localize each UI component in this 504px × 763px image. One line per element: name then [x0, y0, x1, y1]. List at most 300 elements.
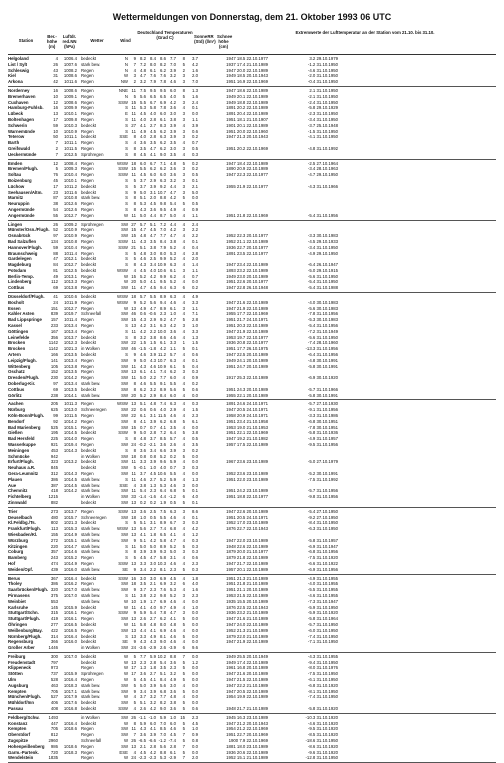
- cell-extreme-max: 1947 18.5 22.10.1977: [226, 56, 268, 61]
- cell-precip: 0.1: [192, 177, 198, 183]
- cell-wind-dir: N: [124, 93, 128, 99]
- cell-temp-max: 4.0: [160, 465, 166, 471]
- cell-temp-2: 4.1: [150, 726, 156, 732]
- cell-precip: 8.6: [192, 508, 198, 514]
- cell-sun: 3: [182, 465, 185, 471]
- cell-pressure: 1017.1: [63, 688, 77, 694]
- cell-temp-max: 6.1: [160, 116, 166, 122]
- cell-sun: 3: [182, 369, 185, 375]
- cell-temp-min: 5.5: [170, 470, 176, 476]
- cell-pressure: 1011.2: [64, 183, 77, 189]
- cell-wind-dir: S: [125, 549, 128, 555]
- cell-precip: 2.3: [192, 714, 198, 720]
- cell-precip: 0.0: [192, 688, 198, 694]
- cell-temp: 3.6: [140, 140, 146, 146]
- cell-temp-2: 2.2: [150, 328, 156, 334]
- cell-temp: 4.7: [140, 227, 146, 233]
- cell-temp-min: 2.9: [170, 407, 176, 413]
- cell-wind-dir: S: [125, 436, 128, 442]
- cell-station: Angermünde: [8, 212, 35, 218]
- cell-sun: 4: [182, 682, 185, 688]
- cell-station: Schmücke: [8, 453, 30, 459]
- cell-temp-max: 9.6: [160, 459, 166, 465]
- cell-temp-min: 6.0: [170, 720, 176, 726]
- cell-temp-min: 0.5: [170, 499, 176, 505]
- cell-precip: 2.8: [192, 317, 198, 323]
- cell-pressure: 1012.5: [63, 151, 77, 157]
- cell-temp-max: 5.5: [160, 514, 166, 520]
- cell-pressure: 1019.7: [63, 311, 77, 317]
- cell-temp-max: 6.5: [160, 93, 166, 99]
- cell-station: Wiesbaden/Kl.: [8, 531, 38, 537]
- cell-height: 52: [53, 227, 58, 233]
- cell-wind-dir: W: [123, 212, 128, 218]
- cell-sun: 4: [182, 140, 185, 146]
- cell-temp: 7.7: [140, 653, 146, 659]
- cell-temp-max: 6.9: [160, 575, 166, 581]
- cell-wind-speed: 11: [131, 592, 136, 598]
- cell-temp-min: 4.7: [170, 610, 176, 616]
- cell-temp-2: 4.7: [150, 233, 156, 239]
- cell-sun: 4: [182, 531, 185, 537]
- cell-extreme-min: -5.7 31.10.1966: [307, 386, 338, 392]
- cell-pressure: 1016.2: [63, 581, 77, 587]
- cell-temp-min: 4.6: [170, 299, 176, 305]
- cell-pressure: 1008.6: [63, 87, 77, 93]
- cell-weather: bedeckt: [81, 267, 97, 273]
- cell-temp-min: 6.2: [170, 273, 176, 279]
- cell-temp: 5.7: [140, 294, 146, 300]
- cell-temp: 5.1: [140, 244, 146, 250]
- cell-temp-max: 10.6: [157, 267, 166, 273]
- cell-extreme-max: 1949 24.1 20.10.1989: [226, 357, 268, 363]
- cell-temp-min: 4.7: [170, 233, 176, 239]
- cell-extreme-min: -5.8 31.10.1964: [307, 616, 338, 622]
- cell-pressure: 1016.1: [63, 610, 77, 616]
- cell-weather: bedeckt: [81, 256, 97, 262]
- cell-temp: -0.2: [138, 442, 146, 447]
- cell-temp: 5.6: [140, 93, 146, 99]
- cell-temp-max: 7.4: [160, 369, 166, 375]
- cell-station: Dresden/Flugh.: [8, 375, 40, 381]
- cell-precip: 0.2: [192, 447, 198, 453]
- cell-wind-speed: 8: [133, 447, 136, 453]
- cell-pressure: 1015.7: [63, 514, 77, 520]
- cell-pressure: 1016.5: [63, 627, 77, 633]
- cell-temp-2: 3.9: [150, 418, 156, 424]
- cell-extreme-min: -5.6 31.10.1950: [307, 334, 338, 340]
- cell-temp-max: 7.2: [160, 221, 166, 227]
- cell-station: Boltenhagen: [8, 116, 35, 122]
- cell-wind-speed: 4: [133, 67, 136, 73]
- cell-temp-min: 3.8: [170, 238, 176, 244]
- cell-wind-dir: SW: [121, 514, 128, 520]
- cell-wind-speed: 11: [131, 375, 136, 381]
- cell-extreme-max: 1958 20.9 24.10.1971: [226, 413, 268, 419]
- cell-temp-max: 6.9: [160, 99, 166, 105]
- cell-precip: 0.0: [192, 392, 198, 398]
- cell-extreme-max: 1951 17.7 26.10.1975: [226, 346, 268, 352]
- cell-weather: stark bew.: [81, 392, 101, 398]
- cell-wind-dir: S: [125, 128, 128, 134]
- cell-temp: 4.3: [140, 206, 146, 212]
- cell-temp-min: 5.2: [170, 279, 176, 285]
- cell-wind-speed: 8: [133, 418, 136, 424]
- cell-extreme-max: 1952 23.6 23.10.1989: [226, 470, 268, 476]
- cell-temp-max: 10.7: [157, 357, 166, 363]
- cell-height: 152: [50, 369, 58, 375]
- cell-sun: 3: [182, 592, 185, 598]
- cell-extreme-max: 1947 23.4 22.10.1989: [226, 262, 268, 268]
- cell-height: 233: [50, 323, 58, 329]
- cell-extreme-min: -4.7 29.10.1950: [307, 172, 338, 178]
- weather-table: [8, 28, 496, 763]
- cell-temp: -2.3: [138, 755, 146, 761]
- cell-temp-max: 10.7: [157, 189, 166, 195]
- cell-temp-2: 2.2: [150, 592, 156, 598]
- cell-wind-dir: SW: [121, 743, 128, 749]
- cell-wind-speed: 5: [133, 177, 136, 183]
- cell-temp-2: 4.2: [150, 273, 156, 279]
- cell-weather: stark bew.: [81, 526, 101, 532]
- cell-wind-speed: 13: [131, 499, 136, 505]
- cell-temp: 3.2: [140, 334, 146, 340]
- cell-sun: 4: [182, 221, 185, 227]
- cell-sun: 4: [182, 587, 185, 593]
- cell-sun: 5: [182, 720, 185, 726]
- cell-weather: Regen: [81, 111, 94, 117]
- cell-height: 155: [50, 531, 58, 537]
- cell-wind-dir: S: [125, 334, 128, 340]
- cell-temp-max: 9.8: [160, 592, 166, 598]
- cell-wind-speed: 24: [131, 442, 136, 447]
- cell-temp-max: 9.9: [160, 273, 166, 279]
- cell-wind-speed: 15: [131, 424, 136, 430]
- cell-sun: 5: [182, 677, 185, 683]
- cell-temp-min: 4.6: [170, 560, 176, 566]
- cell-wind-speed: 11: [131, 476, 136, 482]
- cell-temp-max: 6.8: [160, 688, 166, 694]
- cell-temp-2: 9.5: [150, 87, 156, 93]
- cell-precip: 0.6: [192, 352, 198, 358]
- cell-extreme-max: 1891 20.2 22.10.1989: [226, 105, 268, 111]
- cell-temp-2: -2.9: [148, 645, 156, 651]
- cell-weather: Regen: [81, 375, 94, 381]
- header-height: Ber.- höhe (m): [46, 34, 58, 49]
- cell-station: Brocken: [8, 346, 26, 352]
- cell-station: Ulm: [8, 677, 17, 683]
- cell-station: Barth: [8, 140, 20, 146]
- cell-temp-2: 7.6: [150, 73, 156, 79]
- cell-temp-min: 4.6: [170, 514, 176, 520]
- cell-extreme-min: -7.4 31.10.1950: [307, 694, 338, 700]
- cell-temp: 5.3: [140, 105, 146, 111]
- cell-extreme-min: -4.9 29.10.1950: [307, 250, 338, 256]
- cell-sun: 5: [182, 93, 185, 99]
- cell-precip: 1.3: [192, 87, 198, 93]
- cell-height: 942: [50, 453, 58, 459]
- cell-temp: 3.2: [140, 79, 146, 85]
- cell-weather: stark bew.: [81, 482, 101, 488]
- cell-station: Freudenstadt: [8, 659, 36, 665]
- cell-temp: 1.0: [140, 514, 146, 520]
- cell-temp-2: 0.7: [150, 424, 156, 430]
- cell-extreme-max: 1951 21.8 21.10.1989: [226, 581, 268, 587]
- cell-temp-max: 9.1: [160, 381, 166, 387]
- cell-wind-speed: 5: [133, 183, 136, 189]
- cell-temp-min: 3.2: [170, 177, 176, 183]
- cell-extreme-max: 1947 21.3 20.10.1943: [226, 134, 268, 140]
- cell-precip: 1.3: [192, 476, 198, 482]
- cell-temp-2: 3.2: [150, 386, 156, 392]
- cell-wind-dir: SSW: [118, 99, 128, 105]
- cell-precip: 0.0: [192, 453, 198, 459]
- cell-temp: 4.5: [140, 555, 146, 561]
- cell-extreme-min: -9.8 31.10.1956: [307, 494, 338, 500]
- cell-extreme-min: -6.8 30.10.1951: [307, 418, 338, 424]
- cell-pressure: 1016.0: [63, 639, 77, 645]
- cell-pressure: 1009.2: [63, 221, 77, 227]
- header-temperatures: Deutschland Temperaturen (Grad C): [137, 30, 193, 40]
- cell-temp-min: 5.7: [170, 352, 176, 358]
- cell-wind-speed: 15: [131, 227, 136, 233]
- cell-temp-min: 4.4: [170, 183, 176, 189]
- cell-weather: Regen: [81, 93, 94, 99]
- cell-temp-2: 4.5: [150, 128, 156, 134]
- cell-station: Bad Salzuflen: [8, 238, 37, 244]
- cell-height: 195: [50, 430, 58, 436]
- cell-weather: Regen: [81, 160, 94, 166]
- cell-wind-dir: S: [125, 592, 128, 598]
- cell-weather: Regen: [81, 317, 94, 323]
- cell-height: 1142: [48, 346, 58, 352]
- cell-pressure: 1017.0: [63, 587, 77, 593]
- cell-station: Oschatz: [8, 369, 25, 375]
- cell-wind-speed: 8: [133, 381, 136, 387]
- cell-weather: stark bew.: [81, 598, 101, 604]
- cell-temp-max: 7.5: [160, 508, 166, 514]
- cell-precip: 0.3: [192, 401, 198, 407]
- cell-extreme-max: 1951 24.7 20.10.1989: [226, 363, 268, 369]
- cell-height: 447: [50, 720, 58, 726]
- cell-wind-dir: SW: [121, 465, 128, 471]
- cell-precip: 0.9: [192, 206, 198, 212]
- cell-pressure: 1013.7: [63, 334, 77, 340]
- cell-extreme-max: 1947 22.2 21.10.1989: [226, 682, 268, 688]
- cell-weather: Regen: [81, 305, 94, 311]
- cell-temp: 5.0: [140, 279, 146, 285]
- cell-extreme-max: 1936 20.8 22.10.1977: [226, 340, 268, 346]
- cell-temp-2: 2.3: [150, 587, 156, 593]
- cell-extreme-min: -5.2 30.10.1991: [307, 470, 338, 476]
- region-block: [8, 714, 496, 763]
- cell-wind-dir: W: [123, 755, 128, 761]
- cell-height: 323: [50, 459, 58, 465]
- cell-temp-min: 5.5: [170, 381, 176, 387]
- cell-temp-2: 1.3: [150, 482, 156, 488]
- cell-height: 1493: [48, 714, 58, 720]
- cell-temp: 0.7: [140, 424, 146, 430]
- cell-wind-dir: N: [124, 56, 128, 61]
- cell-temp: 4.7: [140, 73, 146, 79]
- cell-temp-max: 7.7: [160, 233, 166, 239]
- cell-temp-max: 8.0: [160, 250, 166, 256]
- cell-temp-max: 9.5: [160, 87, 166, 93]
- cell-wind-dir: SW: [121, 453, 128, 459]
- cell-temp-max: 11.5: [157, 413, 166, 419]
- cell-temp: 5.0: [140, 357, 146, 363]
- cell-extreme-max: 1879 20.0 21.10.1977: [226, 549, 268, 555]
- cell-temp-2: 2.8: [150, 743, 156, 749]
- cell-wind-speed: 18: [131, 581, 136, 587]
- cell-temp-min: 4.9: [170, 604, 176, 610]
- cell-temp: 4.3: [140, 317, 146, 323]
- cell-temp-2: -1.8: [148, 346, 156, 352]
- cell-wind-speed: 4: [133, 749, 136, 755]
- cell-precip: 0.0: [192, 621, 198, 627]
- cell-precip: 6.1: [192, 418, 198, 424]
- cell-sun: 5: [182, 633, 185, 639]
- cell-precip: 0.3: [192, 369, 198, 375]
- cell-height: 42: [53, 79, 58, 85]
- cell-temp-max: 5.2: [160, 476, 166, 482]
- cell-temp-min: 5.9: [170, 459, 176, 465]
- cell-temp-2: 5.0: [150, 543, 156, 549]
- cell-wind-dir: ESE: [119, 749, 128, 755]
- cell-height: 157: [50, 317, 58, 323]
- cell-precip: 0.1: [192, 488, 198, 494]
- cell-wind-speed: 18: [131, 514, 136, 520]
- cell-wind-speed: 18: [131, 294, 136, 300]
- cell-precip: 1.0: [192, 604, 198, 610]
- cell-pressure: 1011.6: [64, 79, 77, 85]
- cell-temp: 4.9: [140, 305, 146, 311]
- cell-height: 38: [53, 201, 58, 207]
- cell-extreme-max: 1949 25.5 20.10.1949: [226, 653, 268, 659]
- cell-precip: 0.0: [192, 279, 198, 285]
- cell-temp-2: -1.0: [148, 714, 156, 720]
- cell-temp-2: 4.8: [150, 621, 156, 627]
- cell-wind-dir: SW: [121, 357, 128, 363]
- cell-pressure: 1009.3: [63, 166, 77, 172]
- cell-height: 1142: [48, 340, 58, 346]
- cell-temp-min: 6.0: [170, 375, 176, 381]
- cell-wind-speed: 22: [131, 407, 136, 413]
- cell-extreme-max: 1954 19.9 22.10.1989: [226, 694, 268, 700]
- cell-sun: 3: [182, 73, 185, 79]
- cell-temp: -1.5: [138, 346, 146, 352]
- cell-height: 367: [50, 575, 58, 581]
- cell-sun: 6: [182, 645, 185, 651]
- cell-temp-max: 8.4: [160, 238, 166, 244]
- cell-sun: 4: [182, 273, 185, 279]
- cell-precip: 0.3: [192, 549, 198, 555]
- cell-extreme-min: -5.8 30.10.1991: [307, 392, 338, 398]
- cell-wind-dir: SW: [121, 726, 128, 732]
- cell-temp-min: 4.6: [170, 334, 176, 340]
- cell-temp: 4.2: [140, 328, 146, 334]
- cell-temp-2: 3.1: [150, 189, 156, 195]
- cell-extreme-max: 1947 21.9 22.10.1989: [226, 639, 268, 645]
- cell-weather: Regen: [81, 369, 94, 375]
- cell-pressure: 1010.8: [63, 195, 77, 201]
- cell-wind-dir: S: [125, 116, 128, 122]
- cell-sun: 4: [182, 299, 185, 305]
- cell-precip: 0.4: [192, 363, 198, 369]
- cell-pressure: 1018.6: [63, 743, 77, 749]
- cell-temp: 3.7: [140, 470, 146, 476]
- cell-extreme-min: -7.4 28.10.1960: [307, 340, 338, 346]
- cell-temp-min: 5.2: [170, 543, 176, 549]
- cell-station: Oberstdorf: [8, 732, 31, 738]
- cell-extreme-max: 1951 21.8 22.10.1969: [226, 212, 268, 218]
- cell-temp-max: 6.3: [160, 323, 166, 329]
- cell-wind-speed: 8: [133, 206, 136, 212]
- cell-temp-min: 3.9: [170, 122, 176, 128]
- cell-extreme-max: 1947 21.9 22.10.1989: [226, 328, 268, 334]
- cell-pressure: 1016.4: [63, 720, 77, 726]
- cell-height: 705: [50, 688, 58, 694]
- cell-height: 7: [55, 140, 58, 146]
- cell-temp: 5.9: [140, 610, 146, 616]
- cell-station: Leinefelde: [8, 334, 30, 340]
- cell-wind-speed: 13: [131, 305, 136, 311]
- cell-temp-2: 3.9: [150, 459, 156, 465]
- cell-temp: 4.3: [140, 726, 146, 732]
- cell-temp-max: 7.6: [160, 587, 166, 593]
- page-title: Wettermeldungen von Donnerstag, dem 21. Oktober 1993 06 UTC: [112, 12, 392, 22]
- cell-wind-dir: E: [125, 111, 128, 117]
- cell-height: 356: [50, 334, 58, 340]
- cell-wind-dir: SW: [121, 363, 128, 369]
- cell-station: Nürnberg/Flugh.: [8, 633, 42, 639]
- cell-wind-dir: WSW: [117, 526, 128, 532]
- cell-pressure: 1014.1: [63, 392, 77, 398]
- cell-station: Cottbus: [8, 386, 25, 392]
- cell-precip: 1.4: [192, 262, 198, 268]
- cell-station: Coburg: [8, 549, 24, 555]
- cell-temp: 5.0: [140, 430, 146, 436]
- cell-sun: 4: [182, 212, 185, 218]
- cell-station: Konstanz: [8, 720, 28, 726]
- cell-sun: 5: [182, 160, 185, 166]
- cell-sun: 4: [182, 436, 185, 442]
- cell-temp: 3.5: [140, 145, 146, 151]
- cell-station: Arkona: [8, 79, 23, 85]
- cell-wind-speed: 2: [133, 79, 136, 85]
- cell-sun: 4: [182, 250, 185, 256]
- cell-extreme-max: 1935 15.5 20.10.1989: [226, 598, 268, 604]
- cell-extreme-max: 1955 17.7 22.10.1969: [226, 311, 268, 317]
- cell-sun: 5: [182, 61, 185, 67]
- cell-sun: 4: [182, 407, 185, 413]
- cell-station: Warnemünde: [8, 128, 36, 134]
- cell-precip: 0.0: [192, 424, 198, 430]
- cell-extreme-max: 1952 21.3 21.10.1989: [226, 627, 268, 633]
- cell-wind-speed: 27: [131, 122, 136, 128]
- cell-height: 439: [50, 566, 58, 572]
- cell-extreme-max: 1953 19.7 22.10.1977: [226, 334, 268, 340]
- table-row: [8, 645, 496, 651]
- cell-wind-speed: 11: [131, 726, 136, 732]
- cell-station: Greifswald: [8, 145, 30, 151]
- cell-temp-2: 4.1: [150, 279, 156, 285]
- cell-station: Hannover/Flugh.: [8, 244, 42, 250]
- cell-weather: bedeckt: [81, 134, 97, 140]
- cell-temp-max: 6.9: [160, 627, 166, 633]
- cell-station: Soltau: [8, 172, 22, 178]
- cell-extreme-min: -5.8 31.10.1957: [307, 537, 338, 543]
